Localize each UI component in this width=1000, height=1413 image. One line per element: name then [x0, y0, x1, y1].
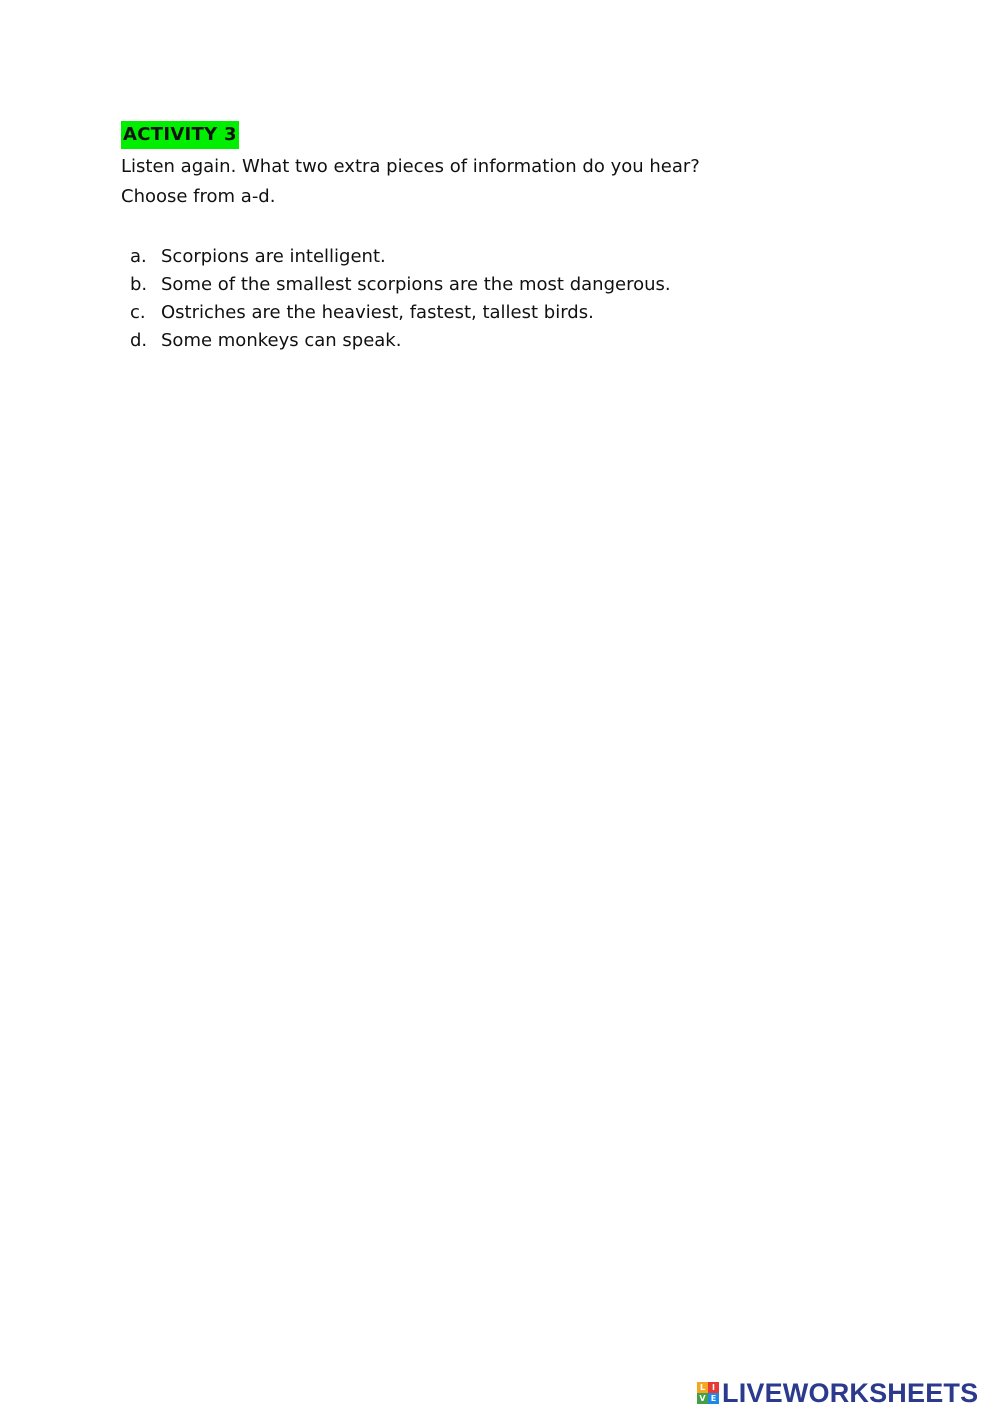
activity-heading: ACTIVITY 3 — [121, 121, 239, 149]
liveworksheets-watermark — [697, 1378, 978, 1408]
liveworksheets-logo-icon — [697, 1382, 719, 1404]
brand-name: LIVEWORKSHEETS — [722, 1377, 979, 1408]
option-text: Some monkeys can speak. — [161, 330, 402, 351]
option-item-d — [121, 327, 881, 355]
instruction-text — [121, 152, 841, 212]
option-text: Scorpions are intelligent. — [161, 246, 386, 267]
logo-tile: V — [697, 1393, 708, 1404]
answer-options-list — [121, 243, 881, 355]
option-marker: c. — [130, 302, 146, 323]
instruction-line: Choose from a-d. — [121, 186, 276, 207]
option-item-b — [121, 271, 881, 299]
logo-tile: L — [697, 1382, 708, 1393]
logo-tile: I — [708, 1382, 719, 1393]
option-item-c — [121, 299, 881, 327]
instruction-line: Listen again. What two extra pieces of information do you hear? — [121, 156, 700, 177]
option-marker: d. — [130, 330, 148, 351]
option-marker: b. — [130, 274, 148, 295]
option-item-a — [121, 243, 881, 271]
logo-tile: E — [708, 1393, 719, 1404]
option-marker: a. — [130, 246, 147, 267]
option-text: Some of the smallest scorpions are the most dangerous. — [161, 274, 671, 295]
option-text: Ostriches are the heaviest, fastest, tallest birds. — [161, 302, 594, 323]
